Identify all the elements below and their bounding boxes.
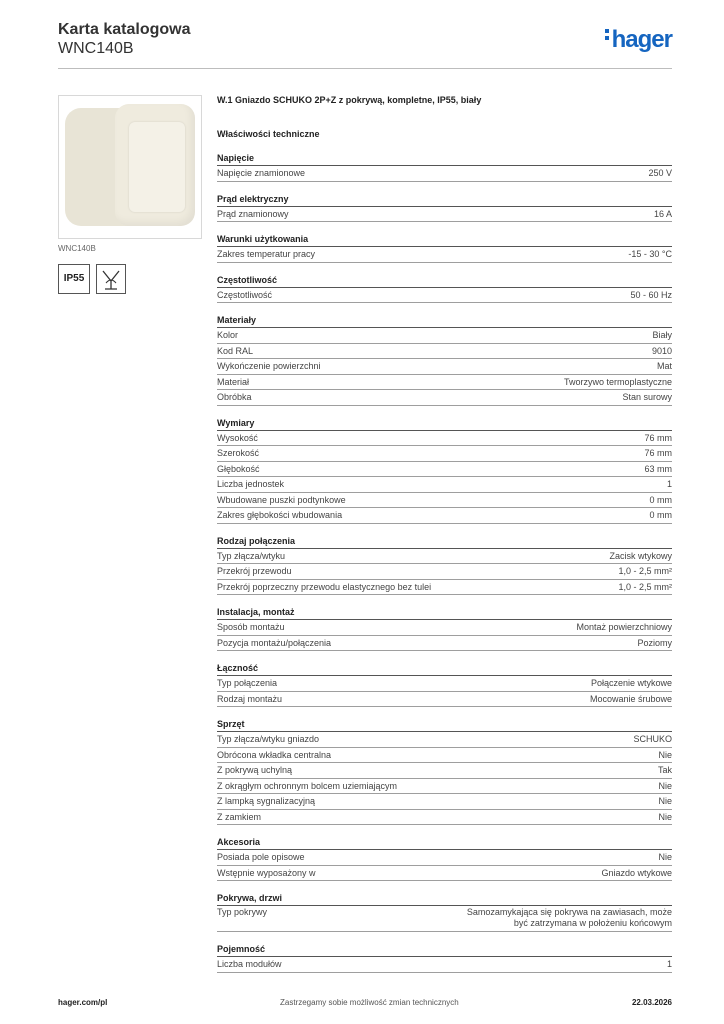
property-label: Typ złącza/wtyku xyxy=(217,550,286,561)
property-value: 1 xyxy=(666,479,672,489)
property-row xyxy=(217,446,672,462)
properties-heading: Właściwości techniczne xyxy=(217,129,320,139)
property-label: Zakres temperatur pracy xyxy=(217,249,316,259)
property-value: Poziomy xyxy=(637,637,672,648)
property-value: 1,0 - 2,5 mm² xyxy=(618,566,672,576)
property-group xyxy=(217,314,672,406)
property-value: Samozamykająca się pokrywa na zawiasach, może być zatrzymana w położeniu końcowym xyxy=(466,907,672,928)
property-label: Typ pokrywy xyxy=(217,907,268,917)
property-label: Wysokość xyxy=(217,432,258,443)
logo-dots-icon xyxy=(605,29,610,43)
property-value: 0 mm xyxy=(649,510,672,520)
property-label: Liczba jednostek xyxy=(217,479,285,489)
property-row xyxy=(217,580,672,596)
property-row xyxy=(217,477,672,493)
property-row xyxy=(217,166,672,182)
property-row xyxy=(217,564,672,580)
property-label: Przekrój poprzeczny przewodu elastycznego bez tulei xyxy=(217,581,432,592)
property-label: Z zamkiem xyxy=(217,811,262,822)
property-label: Obrócona wkładka centralna xyxy=(217,749,332,760)
surface-mount-icon xyxy=(96,264,126,294)
group-title: Sprzęt xyxy=(217,718,672,732)
property-value: Nie xyxy=(658,811,672,822)
property-group xyxy=(217,662,672,707)
property-row xyxy=(217,906,672,932)
property-row xyxy=(217,957,672,973)
property-row xyxy=(217,636,672,652)
property-group xyxy=(217,836,672,881)
property-value: Zacisk wtykowy xyxy=(609,550,672,561)
property-row xyxy=(217,344,672,360)
property-group xyxy=(217,606,672,651)
property-label: Posiada pole opisowe xyxy=(217,852,305,862)
property-row xyxy=(217,359,672,375)
ip-rating-badge: IP55 xyxy=(58,264,90,294)
property-row xyxy=(217,462,672,478)
group-title: Materiały xyxy=(217,314,672,328)
property-label: Sposób montażu xyxy=(217,622,285,632)
property-value: 76 mm xyxy=(644,448,672,458)
group-title: Łączność xyxy=(217,662,672,676)
property-row xyxy=(217,794,672,810)
property-value: Mat xyxy=(656,361,672,371)
property-label: Częstotliwość xyxy=(217,289,273,300)
property-row xyxy=(217,431,672,447)
property-value: Biały xyxy=(652,330,672,340)
property-row xyxy=(217,493,672,509)
footer-disclaimer: Zastrzegamy sobie możliwość zmian technicznych xyxy=(280,998,459,1007)
property-group xyxy=(217,417,672,524)
property-group xyxy=(217,943,672,973)
property-row xyxy=(217,328,672,344)
property-value: Stan surowy xyxy=(622,392,672,402)
group-title: Warunki użytkowania xyxy=(217,233,672,247)
property-label: Z lampką sygnalizacyjną xyxy=(217,796,316,806)
property-label: Rodzaj montażu xyxy=(217,693,283,704)
specification-table xyxy=(217,95,672,973)
property-label: Szerokość xyxy=(217,448,260,458)
group-title: Prąd elektryczny xyxy=(217,193,672,207)
property-label: Obróbka xyxy=(217,392,252,402)
property-value: Montaż powierzchniowy xyxy=(576,622,672,632)
property-group xyxy=(217,233,672,263)
property-value: 76 mm xyxy=(644,432,672,443)
property-value: -15 - 30 °C xyxy=(628,249,672,259)
group-title: Instalacja, montaż xyxy=(217,606,672,620)
footer-website[interactable]: hager.com/pl xyxy=(58,998,108,1007)
property-value: Tworzywo termoplastyczne xyxy=(563,376,672,387)
property-row xyxy=(217,375,672,391)
property-value: Gniazdo wtykowe xyxy=(601,867,672,878)
property-row xyxy=(217,692,672,708)
property-row xyxy=(217,207,672,223)
property-row xyxy=(217,866,672,882)
property-label: Typ połączenia xyxy=(217,678,278,688)
property-group xyxy=(217,274,672,304)
property-row xyxy=(217,779,672,795)
property-row xyxy=(217,732,672,748)
property-label: Wbudowane puszki podtynkowe xyxy=(217,494,346,505)
property-row xyxy=(217,748,672,764)
property-row xyxy=(217,549,672,565)
property-label: Wstępnie wyposażony w xyxy=(217,867,316,878)
property-row xyxy=(217,247,672,263)
property-value: 16 A xyxy=(653,208,672,219)
property-row xyxy=(217,508,672,524)
property-value: 0 mm xyxy=(649,494,672,505)
property-label: Pozycja montażu/połączenia xyxy=(217,637,332,648)
property-label: Głębokość xyxy=(217,463,260,474)
group-title: Częstotliwość xyxy=(217,274,672,288)
footer-date: 22.03.2026 xyxy=(631,998,672,1007)
property-label: Z okrągłym ochronnym bolcem uziemiającym xyxy=(217,780,398,791)
image-caption: WNC140B xyxy=(58,244,96,253)
property-row xyxy=(217,763,672,779)
property-row xyxy=(217,620,672,636)
group-title: Pokrywa, drzwi xyxy=(217,892,672,906)
group-title: Napięcie xyxy=(217,152,672,166)
property-label: Zakres głębokości wbudowania xyxy=(217,510,343,520)
property-row xyxy=(217,390,672,406)
property-value: 50 - 60 Hz xyxy=(630,289,672,300)
property-label: Typ złącza/wtyku gniazdo xyxy=(217,734,320,744)
property-label: Z pokrywą uchylną xyxy=(217,765,293,775)
property-label: Kolor xyxy=(217,330,239,340)
property-label: Prąd znamionowy xyxy=(217,208,289,219)
property-group xyxy=(217,718,672,825)
property-label: Wykończenie powierzchni xyxy=(217,361,321,371)
property-groups xyxy=(217,152,672,973)
header-divider xyxy=(58,68,672,69)
property-value: Tak xyxy=(657,765,672,775)
property-group xyxy=(217,892,672,932)
property-value: Nie xyxy=(658,780,672,791)
property-row xyxy=(217,850,672,866)
property-row xyxy=(217,676,672,692)
property-value: Nie xyxy=(658,852,672,862)
property-group xyxy=(217,535,672,596)
property-row xyxy=(217,810,672,826)
property-label: Kod RAL xyxy=(217,345,254,356)
property-label: Materiał xyxy=(217,376,250,387)
property-group xyxy=(217,152,672,182)
page-title: Karta katalogowa xyxy=(58,21,191,38)
property-value: 1 xyxy=(666,959,672,969)
logo-text: hager xyxy=(611,26,672,53)
product-code: WNC140B xyxy=(58,40,134,57)
socket-lid xyxy=(129,122,185,212)
product-image xyxy=(58,95,202,239)
property-row xyxy=(217,288,672,304)
property-label: Liczba modułów xyxy=(217,959,282,969)
property-group xyxy=(217,193,672,223)
property-value: 250 V xyxy=(648,168,672,178)
property-value: Nie xyxy=(658,749,672,760)
property-value: 1,0 - 2,5 mm² xyxy=(618,581,672,592)
property-value: Mocowanie śrubowe xyxy=(589,693,672,704)
product-title: W.1 Gniazdo SCHUKO 2P+Z z pokrywą, kompletne, IP55, biały xyxy=(217,95,482,105)
property-value: Połączenie wtykowe xyxy=(590,678,672,688)
property-label: Przekrój przewodu xyxy=(217,566,292,576)
property-value: SCHUKO xyxy=(633,734,672,744)
group-title: Wymiary xyxy=(217,417,672,431)
group-title: Rodzaj połączenia xyxy=(217,535,672,549)
group-title: Pojemność xyxy=(217,943,672,957)
property-value: 9010 xyxy=(651,345,672,356)
group-title: Akcesoria xyxy=(217,836,672,850)
property-value: 63 mm xyxy=(644,463,672,474)
property-value: Nie xyxy=(658,796,672,806)
property-label: Napięcie znamionowe xyxy=(217,168,306,178)
brand-logo xyxy=(605,28,672,52)
